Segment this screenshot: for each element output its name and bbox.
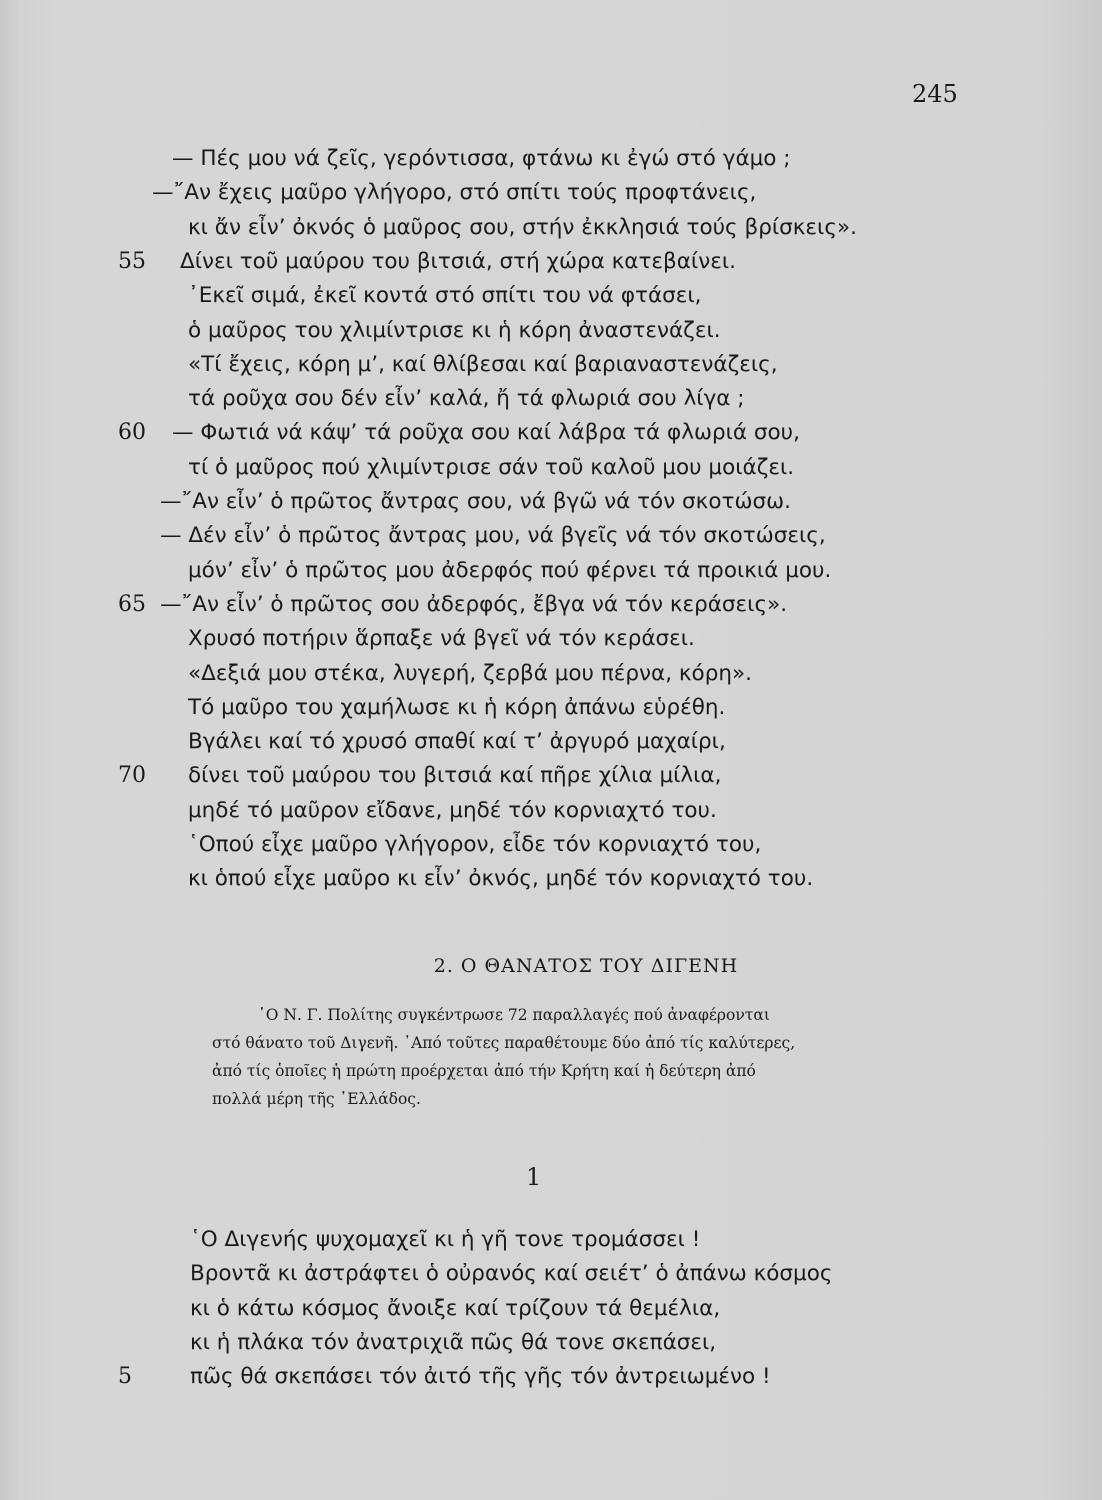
verse-line xyxy=(0,759,1102,793)
verse-line xyxy=(0,862,1102,896)
poem-number: 1 xyxy=(526,1163,542,1191)
verse-text: Χρυσό ποτήριν ἅρπαξε νά βγεῖ νά τόν κεράσει. xyxy=(188,626,695,652)
verse-line xyxy=(0,279,1102,313)
verse-text: Δίνει τοῦ μαύρου του βιτσιά, στή χώρα κατεβαίνει. xyxy=(180,248,736,274)
verse-text: μηδέ τό μαῦρον εἴδανε, μηδέ τόν κορνιαχτό του. xyxy=(188,797,717,823)
verse-line xyxy=(0,1223,1102,1257)
verse-line xyxy=(0,382,1102,416)
line-number: 60 xyxy=(118,420,146,446)
verse-line xyxy=(0,245,1102,279)
note-line: πολλά μέρη τῆς ῾Ελλάδος. xyxy=(212,1090,421,1108)
verse-text: ῾Οπού εἶχε μαῦρο γλήγορον, εἶδε τόν κορνιαχτό του, xyxy=(188,832,762,857)
verse-text: —῎Αν ἔχεις μαῦρο γλήγορο, στό σπίτι τούς προφτάνεις, xyxy=(152,180,757,206)
verse-text: —῎Αν εἶν’ ὁ πρῶτος σου ἀδερφός, ἔβγα νά τόν κεράσεις». xyxy=(160,591,788,617)
verse-line xyxy=(0,691,1102,725)
verse-text: Βροντᾶ κι ἀστράφτει ὁ οὐρανός καί σειέτ’ ὁ ἀπάνω κόσμος xyxy=(190,1261,833,1287)
verse-text: — Φωτιά νά κάψ’ τά ροῦχα σου καί λάβρα τά φλωριά σου, xyxy=(172,420,800,446)
verse-line xyxy=(0,519,1102,553)
verse-line xyxy=(0,176,1102,210)
verse-text: τά ροῦχα σου δέν εἶν’ καλά, ἤ τά φλωριά σου λίγα ; xyxy=(188,386,745,412)
verse-line xyxy=(0,588,1102,622)
verse-text: Τό μαῦρο του χαμήλωσε κι ἡ κόρη ἀπάνω εὑρέθη. xyxy=(188,694,726,720)
verse-text: κι ἄν εἶν’ ὀκνός ὁ μαῦρος σου, στήν ἐκκλησιά τούς βρίσκεις». xyxy=(188,214,857,240)
verse-text: «Τί ἔχεις, κόρη μ’, καί θλίβεσαι καί βαριαναστενάζεις, xyxy=(188,351,778,377)
verse-line xyxy=(0,657,1102,691)
verse-line xyxy=(0,1326,1102,1360)
verse-text: — Δέν εἶν’ ὁ πρῶτος ἄντρας μου, νά βγεῖς νά τόν σκοτώσεις, xyxy=(160,523,826,549)
verse-text: πῶς θά σκεπάσει τόν ἀιτό τῆς γῆς τόν ἀντρειωμένο ! xyxy=(190,1364,771,1390)
verse-text: δίνει τοῦ μαύρου του βιτσιά καί πῆρε χίλια μίλια, xyxy=(188,763,722,789)
verse-line xyxy=(0,1360,1102,1394)
verse-line xyxy=(0,416,1102,450)
note-line: στό θάνατο τοῦ Διγενῆ. ᾿Από τοῦτες παραθέτουμε δύο ἀπό τίς καλύτερες, xyxy=(212,1034,796,1052)
verse-text: κι ὁ κάτω κόσμος ἄνοιξε καί τρίζουν τά θεμέλια, xyxy=(190,1295,721,1321)
verse-text: Βγάλει καί τό χρυσό σπαθί καί τ’ ἀργυρό μαχαίρι, xyxy=(188,729,726,755)
verse-line xyxy=(0,725,1102,759)
verse-text: ῾Ο Διγενής ψυχομαχεῖ κι ἡ γῆ τονε τρομάσσει ! xyxy=(190,1227,701,1252)
page-number: 245 xyxy=(912,80,958,108)
verse-line xyxy=(0,1257,1102,1291)
verse-line xyxy=(0,451,1102,485)
verse-line xyxy=(0,485,1102,519)
verse-line xyxy=(0,314,1102,348)
note-line: ἀπό τίς ὁποῖες ἡ πρώτη προέρχεται ἀπό τήν Κρήτη καί ἡ δεύτερη ἀπό xyxy=(212,1062,756,1080)
verse-text: — Πές μου νά ζεῖς, γερόντισσα, φτάνω κι ἐγώ στό γάμο ; xyxy=(172,146,791,171)
verse-line xyxy=(0,794,1102,828)
verse-text: τί ὁ μαῦρος πού χλιμίντρισε σάν τοῦ καλοῦ μου μοιάζει. xyxy=(188,454,795,480)
verse-text: μόν’ εἶν’ ὁ πρῶτος μου ἀδερφός πού φέρνει τά προικιά μου. xyxy=(188,557,832,583)
verse-text: «Δεξιά μου στέκα, λυγερή, ζερβά μου πέρνα, κόρη». xyxy=(188,660,752,686)
verse-line xyxy=(0,554,1102,588)
verse-text: ᾿Εκεῖ σιμά, ἐκεῖ κοντά στό σπίτι του νά φτάσει, xyxy=(188,283,702,309)
verse-line xyxy=(0,348,1102,382)
verse-text: κι ὁπού εἶχε μαῦρο κι εἶν’ ὀκνός, μηδέ τόν κορνιαχτό του. xyxy=(188,866,814,892)
verse-line xyxy=(0,211,1102,245)
verse-line xyxy=(0,828,1102,862)
verse-text: —῎Αν εἶν’ ὁ πρῶτος ἄντρας σου, νά βγῶ νά τόν σκοτώσω. xyxy=(160,489,791,514)
verse-text: ὁ μαῦρος του χλιμίντρισε κι ἡ κόρη ἀναστενάζει. xyxy=(188,317,721,343)
note-line: ῾Ο Ν. Γ. Πολίτης συγκέντρωσε 72 παραλλαγές πού ἀναφέρονται xyxy=(258,1006,770,1024)
line-number: 5 xyxy=(118,1364,132,1390)
line-number: 65 xyxy=(118,591,146,617)
verse-text: κι ἡ πλάκα τόν ἀνατριχιᾶ πῶς θά τονε σκεπάσει, xyxy=(190,1329,717,1355)
line-number: 55 xyxy=(118,248,146,274)
verse-line xyxy=(0,622,1102,656)
section-title: 2. Ο ΘΑΝΑΤΟΣ ΤΟΥ ΔΙΓΕΝΗ xyxy=(433,955,739,977)
line-number: 70 xyxy=(118,763,146,789)
verse-line xyxy=(0,1292,1102,1326)
verse-line xyxy=(0,142,1102,176)
